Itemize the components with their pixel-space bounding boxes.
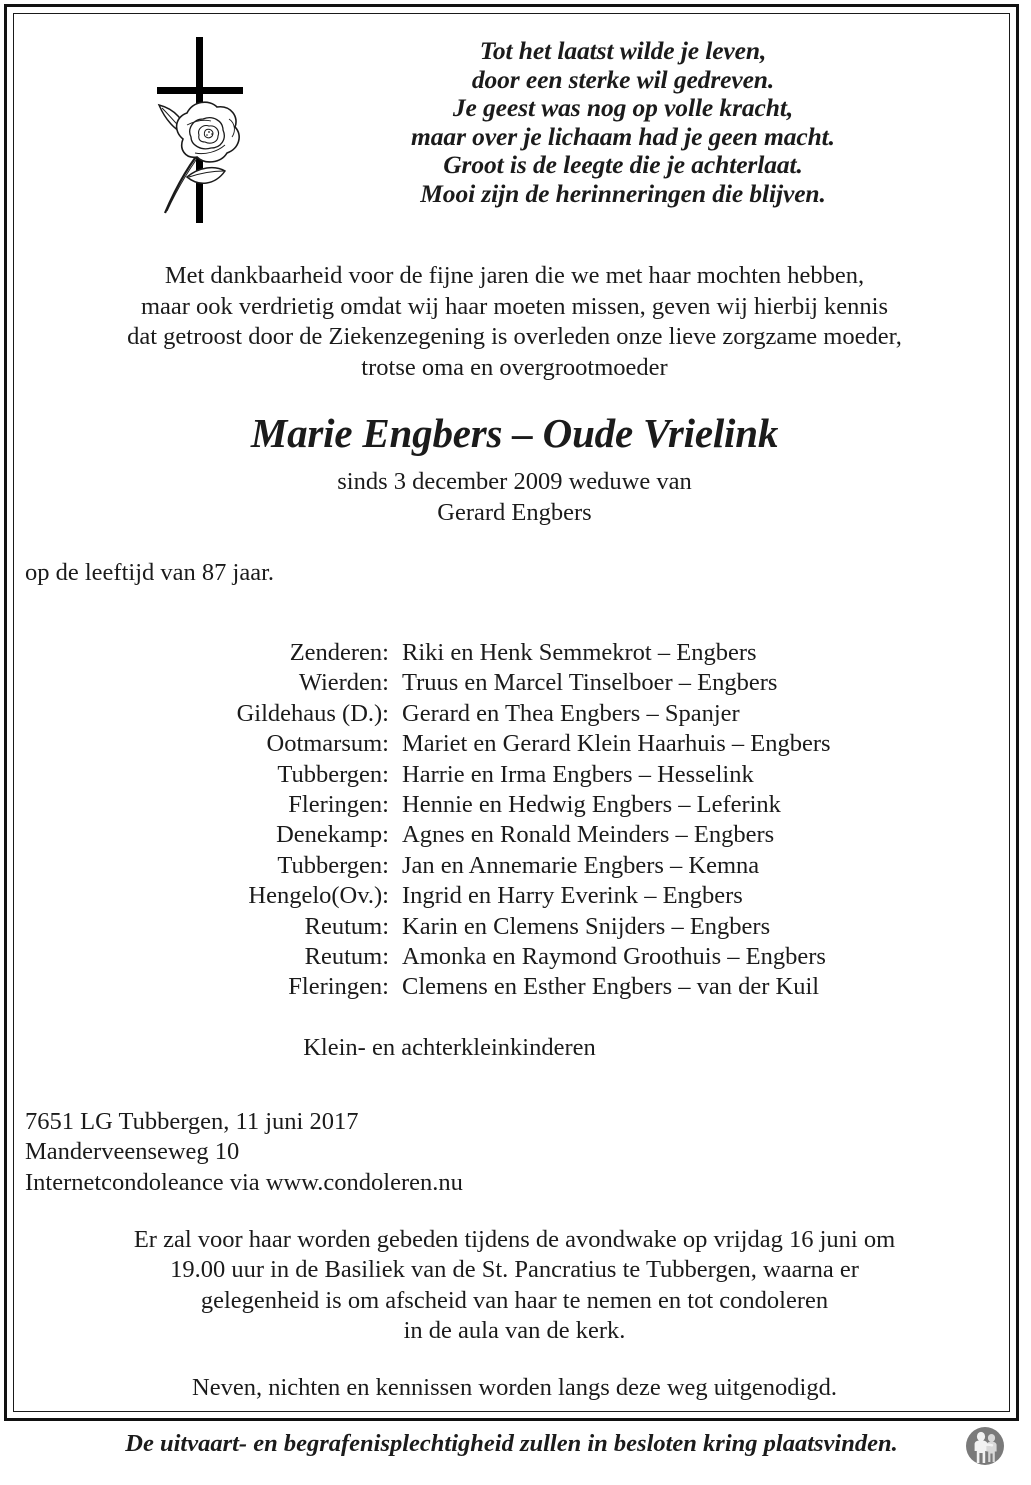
family-names: Ingrid en Harry Everink – Engbers (402, 882, 743, 910)
two-figures-circle-logo (962, 1423, 1008, 1469)
widow-of-block (23, 467, 1006, 528)
family-names: Gerard en Thea Engbers – Spanjer (402, 699, 740, 727)
family-place: Wierden: (298, 669, 389, 697)
age-at-death: op de leeftijd van 87 jaar. (25, 559, 274, 586)
widow-line: sinds 3 december 2009 weduwe van (337, 468, 692, 495)
family-names: Jan en Annemarie Engbers – Kemna (402, 851, 760, 879)
table-row (23, 760, 1006, 790)
announcement-paragraph (23, 261, 1006, 383)
closing-statement: De uitvaart- en begrafenisplechtigheid zullen in besloten kring plaatsvinden. (125, 1430, 898, 1458)
address-block (23, 1107, 1006, 1199)
family-place: Zenderen: (289, 639, 389, 666)
cross-with-rose-icon (143, 35, 263, 225)
address-street: Manderveenseweg 10 (25, 1138, 240, 1166)
family-place: Reutum: (304, 943, 389, 971)
table-row (23, 851, 1006, 881)
invitation-line: Neven, nichten en kennissen worden langs deze weg uitgenodigd. (192, 1374, 837, 1402)
poem-line: Mooi zijn de herinneringen die blijven. (420, 178, 826, 208)
table-row (23, 972, 1006, 1002)
family-place: Hengelo(Ov.): (248, 882, 389, 910)
family-names: Mariet en Gerard Klein Haarhuis – Engbers (402, 730, 831, 758)
deceased-name: Marie Engbers – Oude Vrielink (250, 410, 779, 456)
table-row (23, 638, 1006, 668)
death-notice-frame (4, 4, 1019, 1458)
table-row (23, 820, 1006, 850)
header-section (23, 21, 1006, 233)
announcement-line: maar ook verdrietig omdat wij haar moeten missen, geven wij hierbij kennis (140, 292, 889, 320)
table-row (23, 912, 1006, 942)
table-row (23, 942, 1006, 972)
family-names: Riki en Henk Semmekrot – Engbers (402, 639, 757, 666)
table-row (23, 699, 1006, 729)
grandchildren-line: Klein- en achterkleinkinderen (303, 1033, 596, 1061)
poem-line: door een sterke wil gedreven. (471, 64, 775, 94)
notice-content (23, 21, 1006, 1458)
family-place: Fleringen: (288, 973, 389, 1001)
closing-section (23, 1429, 1006, 1485)
family-names: Truus en Marcel Tinselboer – Engbers (402, 669, 778, 697)
announcement-line: Met dankbaarheid voor de fijne jaren die we met haar mochten hebben, (164, 262, 865, 289)
table-row (23, 881, 1006, 911)
service-line: 19.00 uur in de Basiliek van de St. Pancratius te Tubbergen, waarna er (170, 1256, 859, 1284)
family-place: Fleringen: (288, 791, 389, 819)
family-names: Amonka en Raymond Groothuis – Engbers (402, 943, 826, 971)
table-row (23, 729, 1006, 759)
condolence-website: Internetcondoleance via www.condoleren.nu (25, 1169, 463, 1197)
family-names: Hennie en Hedwig Engbers – Leferink (402, 791, 781, 819)
family-place: Denekamp: (276, 821, 389, 849)
family-place: Gildehaus (D.): (236, 699, 389, 727)
family-place: Tubbergen: (277, 851, 389, 879)
poem-line: Tot het laatst wilde je leven, (479, 36, 767, 65)
announcement-line: trotse oma en overgrootmoeder (361, 353, 668, 381)
poem-line: Groot is de leegte die je achterlaat. (443, 150, 803, 180)
surviving-family-list (23, 638, 1006, 1003)
family-place: Ootmarsum: (266, 730, 389, 758)
family-names: Agnes en Ronald Meinders – Engbers (402, 821, 775, 849)
poem-line: Je geest was nog op volle kracht, (452, 93, 794, 123)
service-line: gelegenheid is om afscheid van haar te nemen en tot condoleren (200, 1286, 829, 1314)
table-row (23, 790, 1006, 820)
announcement-line: dat getroost door de Ziekenzegening is overleden onze lieve zorgzame moeder, (127, 323, 902, 350)
service-line: in de aula van de kerk. (403, 1317, 626, 1345)
spouse-name: Gerard Engbers (437, 498, 592, 526)
table-row (23, 668, 1006, 698)
family-names: Harrie en Irma Engbers – Hesselink (402, 760, 754, 788)
address-city-date: 7651 LG Tubbergen, 11 juni 2017 (25, 1107, 359, 1135)
service-details (23, 1225, 1006, 1347)
family-names: Clemens en Esther Engbers – van der Kuil (402, 973, 820, 1001)
memorial-poem (273, 37, 973, 209)
service-line: Er zal voor haar worden gebeden tijdens de avondwake op vrijdag 16 juni om (133, 1225, 896, 1253)
family-place: Reutum: (304, 912, 389, 940)
family-place: Tubbergen: (277, 760, 389, 788)
family-names: Karin en Clemens Snijders – Engbers (402, 912, 771, 940)
poem-line: maar over je lichaam had je geen macht. (411, 121, 835, 151)
